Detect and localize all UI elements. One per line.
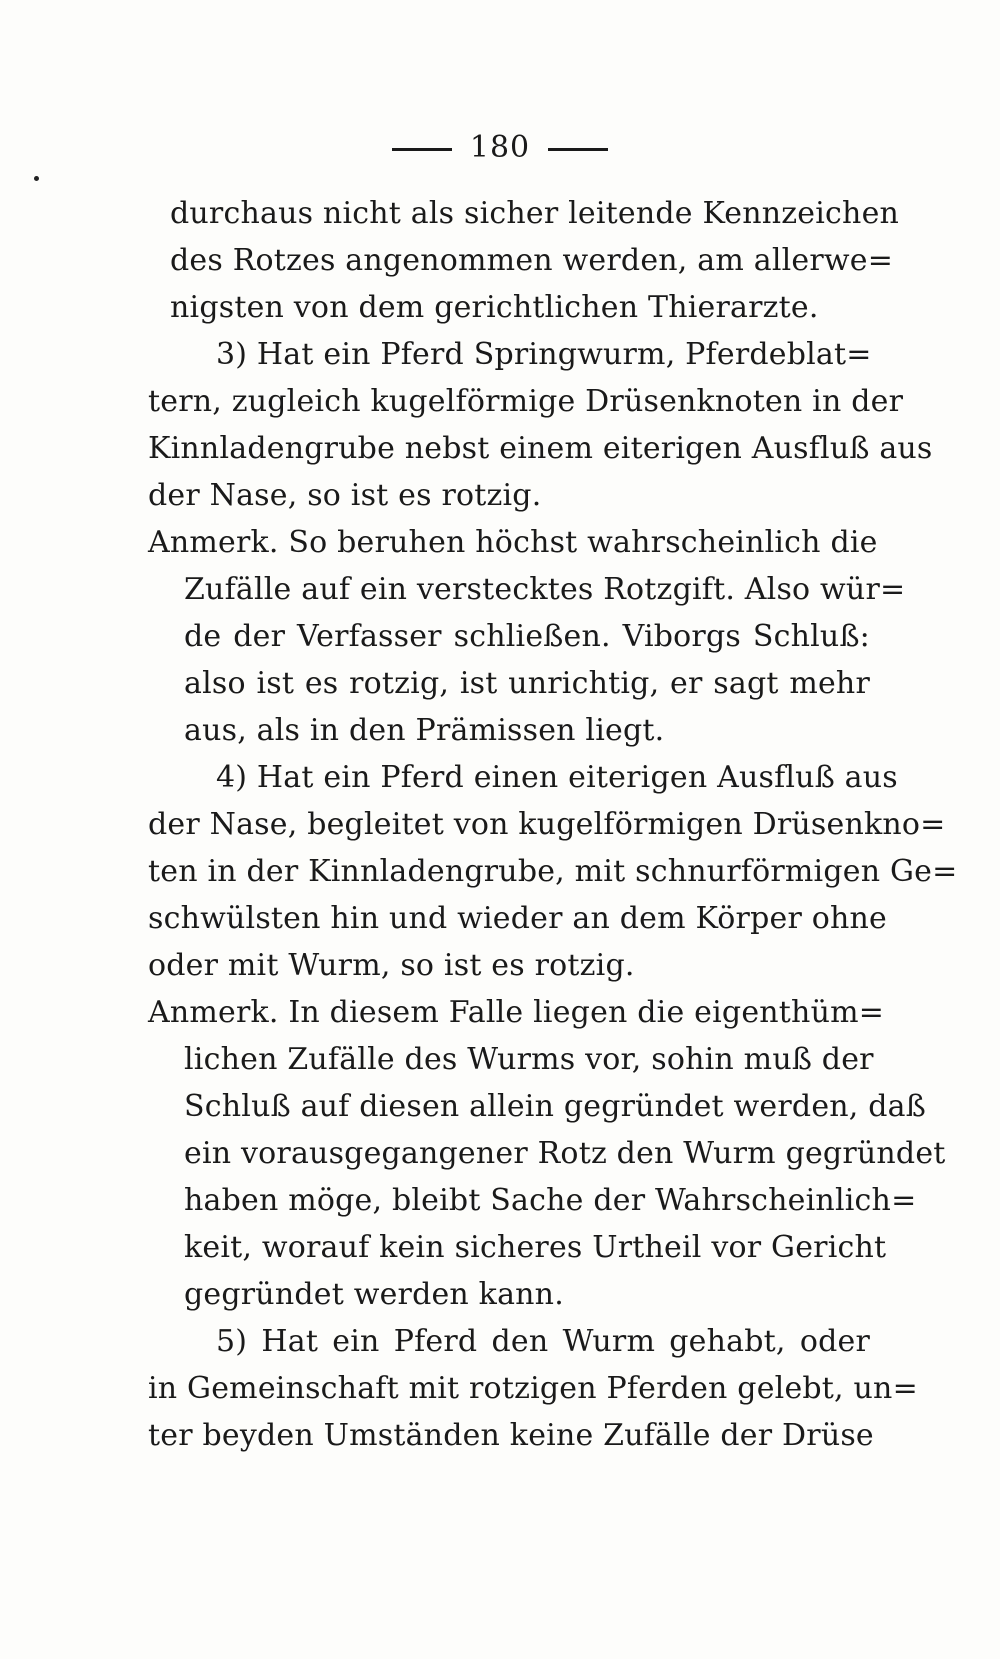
text-line: de der Verfasser schließen. Viborgs Schluß: [184, 619, 870, 654]
text-line: Anmerk. In diesem Falle liegen die eigenthüm= [148, 995, 885, 1030]
text-line: ter beyden Umständen keine Zufälle der Drüse [148, 1418, 874, 1453]
text-line: ten in der Kinnladengrube, mit schnurförmigen Ge= [148, 854, 958, 889]
text-line: Kinnladengrube nebst einem eiterigen Ausfluß aus [148, 431, 933, 466]
text-line: des Rotzes angenommen werden, am allerwe= [170, 243, 894, 278]
text-line: in Gemeinschaft mit rotzigen Pferden gelebt, un= [148, 1371, 918, 1406]
text-line: 4) Hat ein Pferd einen eiterigen Ausfluß aus [216, 760, 898, 795]
text-line: Zufälle auf ein verstecktes Rotzgift. Also wür= [184, 572, 906, 607]
text-line: lichen Zufälle des Wurms vor, sohin muß der [184, 1042, 874, 1077]
text-line: schwülsten hin und wieder an dem Körper ohne [148, 901, 887, 936]
text-line: aus, als in den Prämissen liegt. [184, 713, 665, 748]
page-number: 180 [469, 130, 531, 165]
text-line: Anmerk. So beruhen höchst wahrscheinlich die [148, 525, 878, 560]
text-line: der Nase, so ist es rotzig. [148, 478, 542, 513]
print-speck [34, 176, 39, 181]
text-line: der Nase, begleitet von kugelförmigen Drüsenkno= [148, 807, 946, 842]
text-line: nigsten von dem gerichtlichen Thierarzte. [170, 290, 819, 325]
text-line: Schluß auf diesen allein gegründet werden, daß [184, 1089, 927, 1124]
text-line: gegründet werden kann. [184, 1277, 564, 1312]
text-line: tern, zugleich kugelförmige Drüsenknoten in der [148, 384, 904, 419]
text-line: keit, worauf kein sicheres Urtheil vor Gericht [184, 1230, 887, 1265]
text-line: durchaus nicht als sicher leitende Kennzeichen [170, 196, 900, 231]
text-line: also ist es rotzig, ist unrichtig, er sagt mehr [184, 666, 870, 701]
text-line: oder mit Wurm, so ist es rotzig. [148, 948, 635, 983]
text-line: 3) Hat ein Pferd Springwurm, Pferdeblat= [216, 337, 872, 372]
body-text [148, 190, 958, 1459]
header-dash-right [548, 148, 608, 151]
text-line: 5) Hat ein Pferd den Wurm gehabt, oder [216, 1324, 870, 1359]
text-line: haben möge, bleibt Sache der Wahrscheinlich= [184, 1183, 917, 1218]
text-line: ein vorausgegangener Rotz den Wurm gegründet [184, 1136, 946, 1171]
header-dash-left [392, 148, 452, 151]
page-header [0, 130, 1000, 165]
